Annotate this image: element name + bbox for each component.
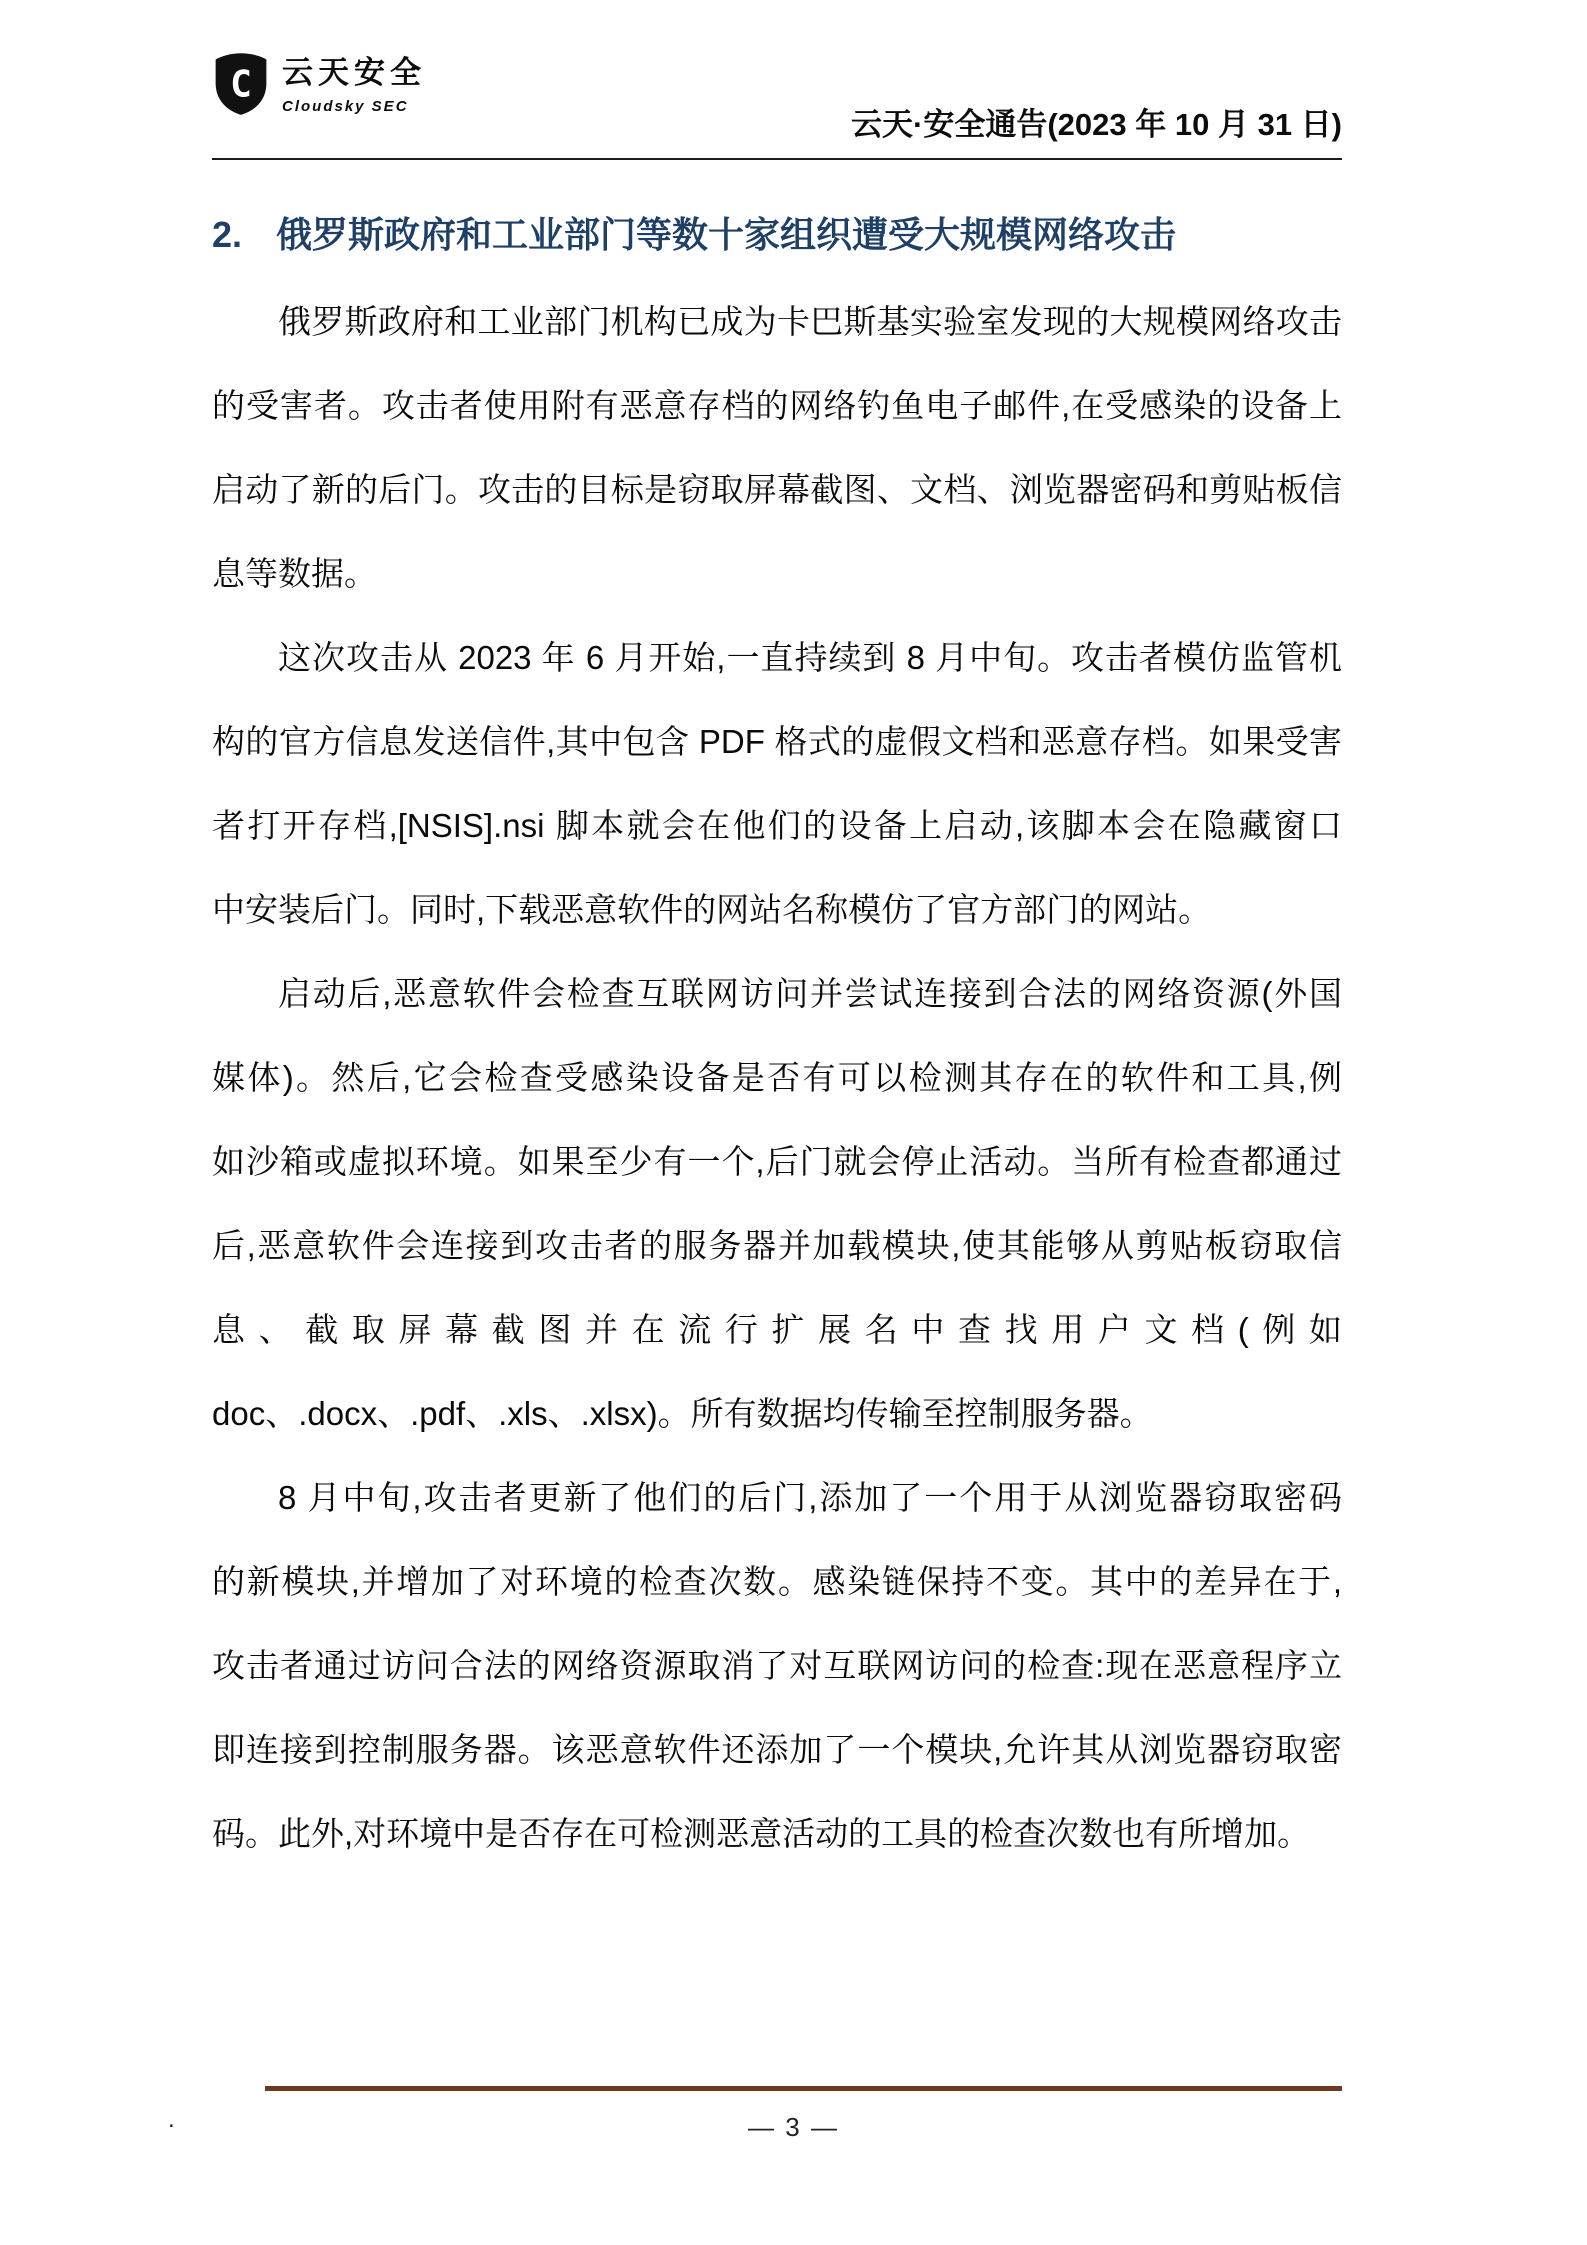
text-line: 8 月中旬,攻击者更新了他们的后门,添加了一个用于从浏览器窃取密码 (278, 1479, 1342, 1516)
document-body (212, 280, 1342, 1876)
text-line: 如沙箱或虚拟环境。如果至少有一个,后门就会停止活动。当所有检查都通过 (212, 1143, 1342, 1180)
section-number: 2. (212, 214, 243, 255)
text-line: 后,恶意软件会连接到攻击者的服务器并加载模块,使其能够从剪贴板窃取信 (212, 1227, 1342, 1264)
text-line: 俄罗斯政府和工业部门机构已成为卡巴斯基实验室发现的大规模网络攻击 (278, 303, 1342, 340)
text-line: 的受害者。攻击者使用附有恶意存档的网络钓鱼电子邮件,在受感染的设备上 (212, 387, 1342, 424)
brand-name-cn: 云天安全 (282, 55, 426, 90)
text-line: 者打开存档,[NSIS].nsi 脚本就会在他们的设备上启动,该脚本会在隐藏窗口 (212, 807, 1342, 844)
svg-text:C: C (230, 62, 252, 106)
text-line: 息、截取屏幕截图并在流行扩展名中查找用户文档(例如 (212, 1311, 1342, 1348)
text-line: 媒体)。然后,它会检查受感染设备是否有可以检测其存在的软件和工具,例 (212, 1059, 1342, 1096)
text-line: doc、.docx、.pdf、.xls、.xlsx)。所有数据均传输至控制服务器。 (212, 1395, 1153, 1432)
page-header (212, 46, 1342, 160)
footer-rule (265, 2086, 1342, 2091)
paragraph (212, 616, 1342, 952)
text-line: 中安装后门。同时,下载恶意软件的网站名称模仿了官方部门的网站。 (212, 891, 1212, 928)
footer-left-dot: . (168, 2106, 175, 2133)
footer-page-number: — 3 — (748, 2112, 839, 2142)
paragraph (212, 1456, 1342, 1876)
brand-text (282, 52, 426, 115)
brand-name-en: Cloudsky SEC (282, 98, 409, 116)
section-title: 俄罗斯政府和工业部门等数十家组织遭受大规模网络攻击 (276, 214, 1177, 255)
header-doc-title: 云天·安全通告(2023 年 10 月 31 日) (851, 107, 1342, 142)
paragraph (212, 952, 1342, 1456)
text-line: 攻击者通过访问合法的网络资源取消了对互联网访问的检查:现在恶意程序立 (212, 1647, 1342, 1684)
text-line: 构的官方信息发送信件,其中包含 PDF 格式的虚假文档和恶意存档。如果受害 (212, 723, 1342, 760)
text-line: 启动后,恶意软件会检查互联网访问并尝试连接到合法的网络资源(外国 (278, 975, 1342, 1012)
paragraph (212, 280, 1342, 616)
text-line: 这次攻击从 2023 年 6 月开始,一直持续到 8 月中旬。攻击者模仿监管机 (278, 639, 1342, 676)
brand (212, 46, 426, 158)
text-line: 启动了新的后门。攻击的目标是窃取屏幕截图、文档、浏览器密码和剪贴板信 (212, 471, 1342, 508)
text-line: 即连接到控制服务器。该恶意软件还添加了一个模块,允许其从浏览器窃取密 (212, 1731, 1342, 1768)
shield-c-logo-icon (212, 52, 270, 116)
text-line: 的新模块,并增加了对环境的检查次数。感染链保持不变。其中的差异在于, (212, 1563, 1342, 1600)
section-heading (212, 212, 1342, 259)
text-line: 息等数据。 (212, 555, 377, 592)
text-line: 码。此外,对环境中是否存在可检测恶意活动的工具的检查次数也有所增加。 (212, 1815, 1311, 1852)
